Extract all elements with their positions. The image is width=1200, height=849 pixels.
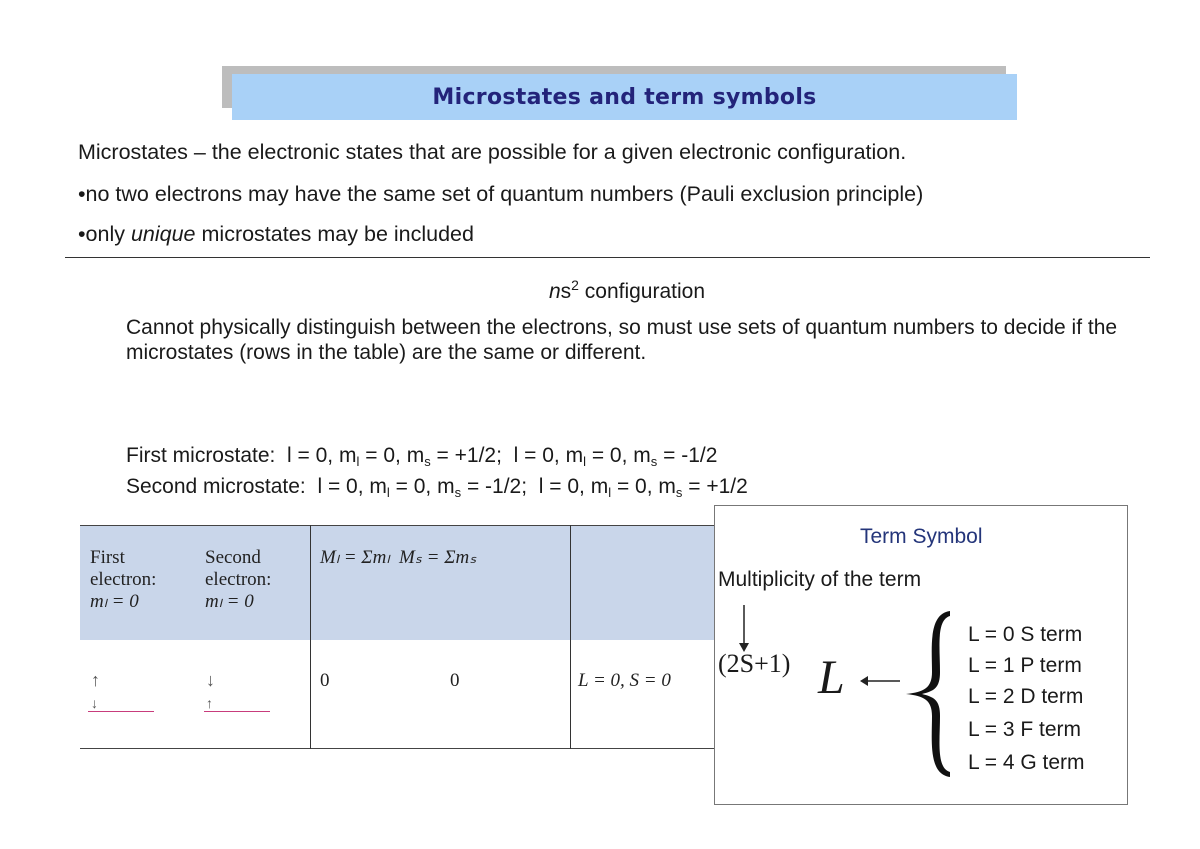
LS-value: L = 0, S = 0	[578, 670, 671, 691]
first-up-arrow: ↑	[91, 670, 100, 690]
config-heading: $ns^2$ configuration	[548, 277, 706, 303]
term-L3: L = 3 F term	[968, 718, 1082, 741]
second-microstate: Second microstate: l = 0, $m_l = 0$, $m_s = -1/2$; l = 0, $m_l = 0$, $m_s = +1/2$	[126, 475, 748, 500]
term-L2: L = 2 D term	[968, 685, 1084, 708]
table-header-bg	[80, 525, 715, 640]
explanation-paragraph: Cannot physically distinguish between the electrons, so must use sets of quantum numbers to decide if the microstates (rows in the table) are the same or different.	[126, 316, 1118, 364]
term-L0: L = 0 S term	[968, 623, 1083, 646]
divider	[65, 257, 1150, 258]
left-arrow-icon	[860, 674, 902, 688]
ML-value: 0	[320, 670, 330, 691]
term-symbol-title: Term Symbol	[860, 525, 983, 548]
header-second-electron: Second electron: mₗ = 0	[205, 547, 272, 612]
header-ML-MS: Mₗ = Σmₗ Mₛ = Σmₛ	[320, 547, 477, 568]
definition-text: Microstates – the electronic states that are possible for a given electronic configuration.	[78, 140, 907, 164]
table-top-border	[80, 525, 715, 526]
table-divider-1	[310, 525, 311, 749]
MS-value: 0	[450, 670, 460, 691]
curly-brace-icon	[900, 608, 960, 780]
first-microstate: First microstate: l = 0, $m_l = 0$, $m_s = +1/2$; l = 0, $m_l = 0$, $m_s = -1/2$	[126, 444, 718, 469]
orbital-line-2	[204, 711, 270, 712]
L-symbol: L	[818, 651, 845, 704]
down-arrow-icon	[737, 605, 751, 653]
table-divider-2	[570, 525, 571, 749]
second-up-arrow: ↑	[206, 697, 213, 712]
bullet-pauli: •no two electrons may have the same set of quantum numbers (Pauli exclusion principle)	[78, 182, 924, 206]
second-down-arrow: ↓	[206, 670, 215, 690]
first-down-arrow: ↓	[91, 697, 98, 712]
term-L1: L = 1 P term	[968, 654, 1082, 677]
orbital-line-1	[88, 711, 154, 712]
header-first-electron: First electron: mₗ = 0	[90, 547, 157, 612]
multiplicity-formula: (2S+1)	[718, 649, 791, 678]
title-banner	[232, 74, 1017, 120]
term-L4: L = 4 G term	[968, 751, 1085, 774]
table-bottom-border	[80, 748, 715, 749]
multiplicity-label: Multiplicity of the term	[718, 568, 922, 591]
page-title: Microstates and term symbols	[432, 84, 817, 110]
bullet-unique: •only unique microstates may be included	[78, 222, 474, 246]
